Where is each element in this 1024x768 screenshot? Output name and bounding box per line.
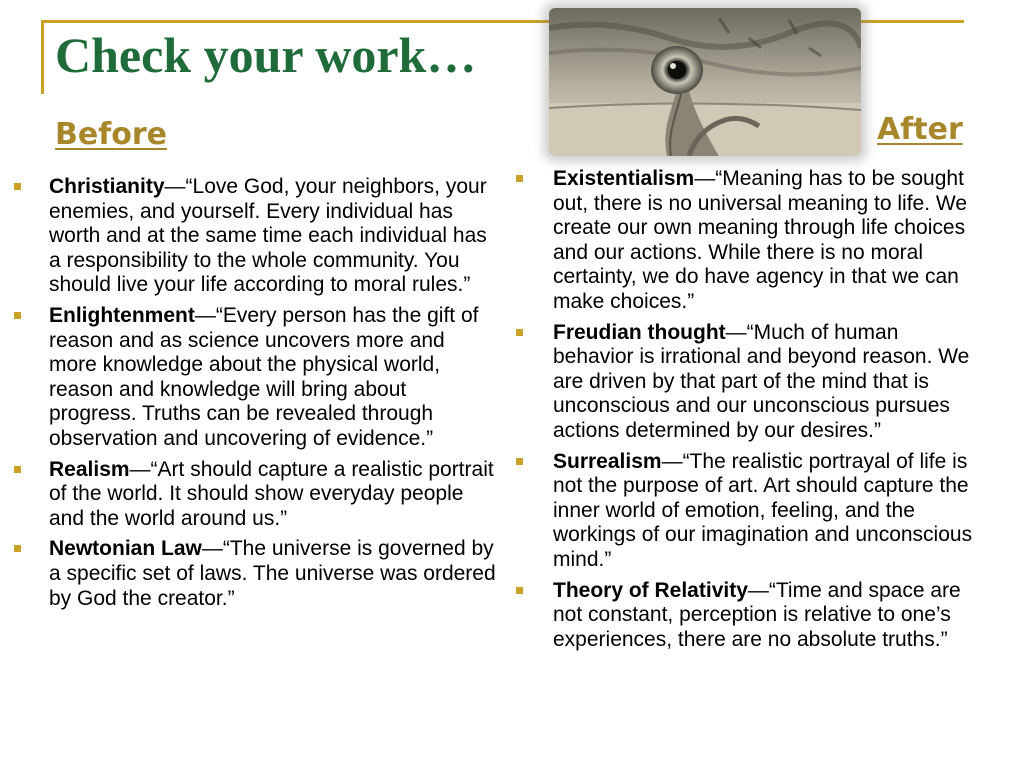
item-text: —“Love God, your neighbors, your enemies, and yourself. Every individual has worth and at the same time each individual has a responsibility to the whole community. You should live your life according to moral rules.”	[49, 175, 487, 297]
before-heading: Before	[55, 117, 168, 152]
item-text: —“Meaning has to be sought out, there is no universal meaning to life. We create our own meaning through life choices and our actions. While there is no moral certainty, we do have agency in that we can make choices.”	[553, 167, 968, 313]
list-item	[516, 579, 978, 653]
item-term: Theory of Relativity	[553, 578, 748, 602]
item-term: Surrealism	[553, 449, 662, 473]
item-term: Newtonian Law	[49, 537, 202, 561]
item-text: —“The universe is governed by a specific set of laws. The universe was ordered by God the creator.”	[49, 537, 496, 610]
list-item	[14, 458, 496, 532]
item-term: Freudian thought	[553, 320, 726, 344]
frame-left-rule	[41, 20, 44, 94]
before-list	[14, 175, 496, 617]
square-bullet-icon	[516, 458, 523, 465]
item-text: —“Art should capture a realistic portrait of the world. It should show everyday people and the world around us.”	[49, 457, 494, 530]
item-text: —“Every person has the gift of reason and as science uncovers more and more knowledge about the physical world, reason and knowledge will bring about progress. Truths can be revealed through observation and uncovering of evidence.”	[49, 303, 479, 450]
list-item	[516, 167, 978, 315]
item-text: —“The realistic portrayal of life is not the purpose of art. Art should capture the inner world of emotion, feeling, and the workings of our imagination and unconscious mind.”	[553, 449, 973, 571]
surreal-eye-tree-painting-icon	[549, 8, 861, 156]
slide-title: Check your work…	[55, 27, 477, 83]
item-term: Christianity	[49, 175, 165, 198]
after-heading: After	[877, 112, 963, 147]
item-text: —“Time and space are not constant, perception is relative to one’s experiences, there are no absolute truths.”	[553, 578, 961, 651]
square-bullet-icon	[516, 587, 523, 594]
list-item	[14, 175, 496, 298]
square-bullet-icon	[14, 312, 21, 319]
square-bullet-icon	[516, 329, 523, 336]
square-bullet-icon	[516, 175, 523, 182]
square-bullet-icon	[14, 545, 21, 552]
item-term: Existentialism	[553, 167, 695, 190]
after-list	[516, 167, 978, 658]
square-bullet-icon	[14, 466, 21, 473]
surreal-painting-image	[549, 8, 861, 156]
list-item	[14, 304, 496, 452]
square-bullet-icon	[14, 183, 21, 190]
item-term: Enlightenment	[49, 303, 195, 327]
item-term: Realism	[49, 457, 130, 481]
list-item	[14, 537, 496, 611]
item-text: —“Much of human behavior is irrational and beyond reason. We are driven by that part of the mind that is unconscious and our unconscious pursues actions determined by our desires.”	[553, 320, 970, 442]
list-item	[516, 321, 978, 444]
list-item	[516, 450, 978, 573]
